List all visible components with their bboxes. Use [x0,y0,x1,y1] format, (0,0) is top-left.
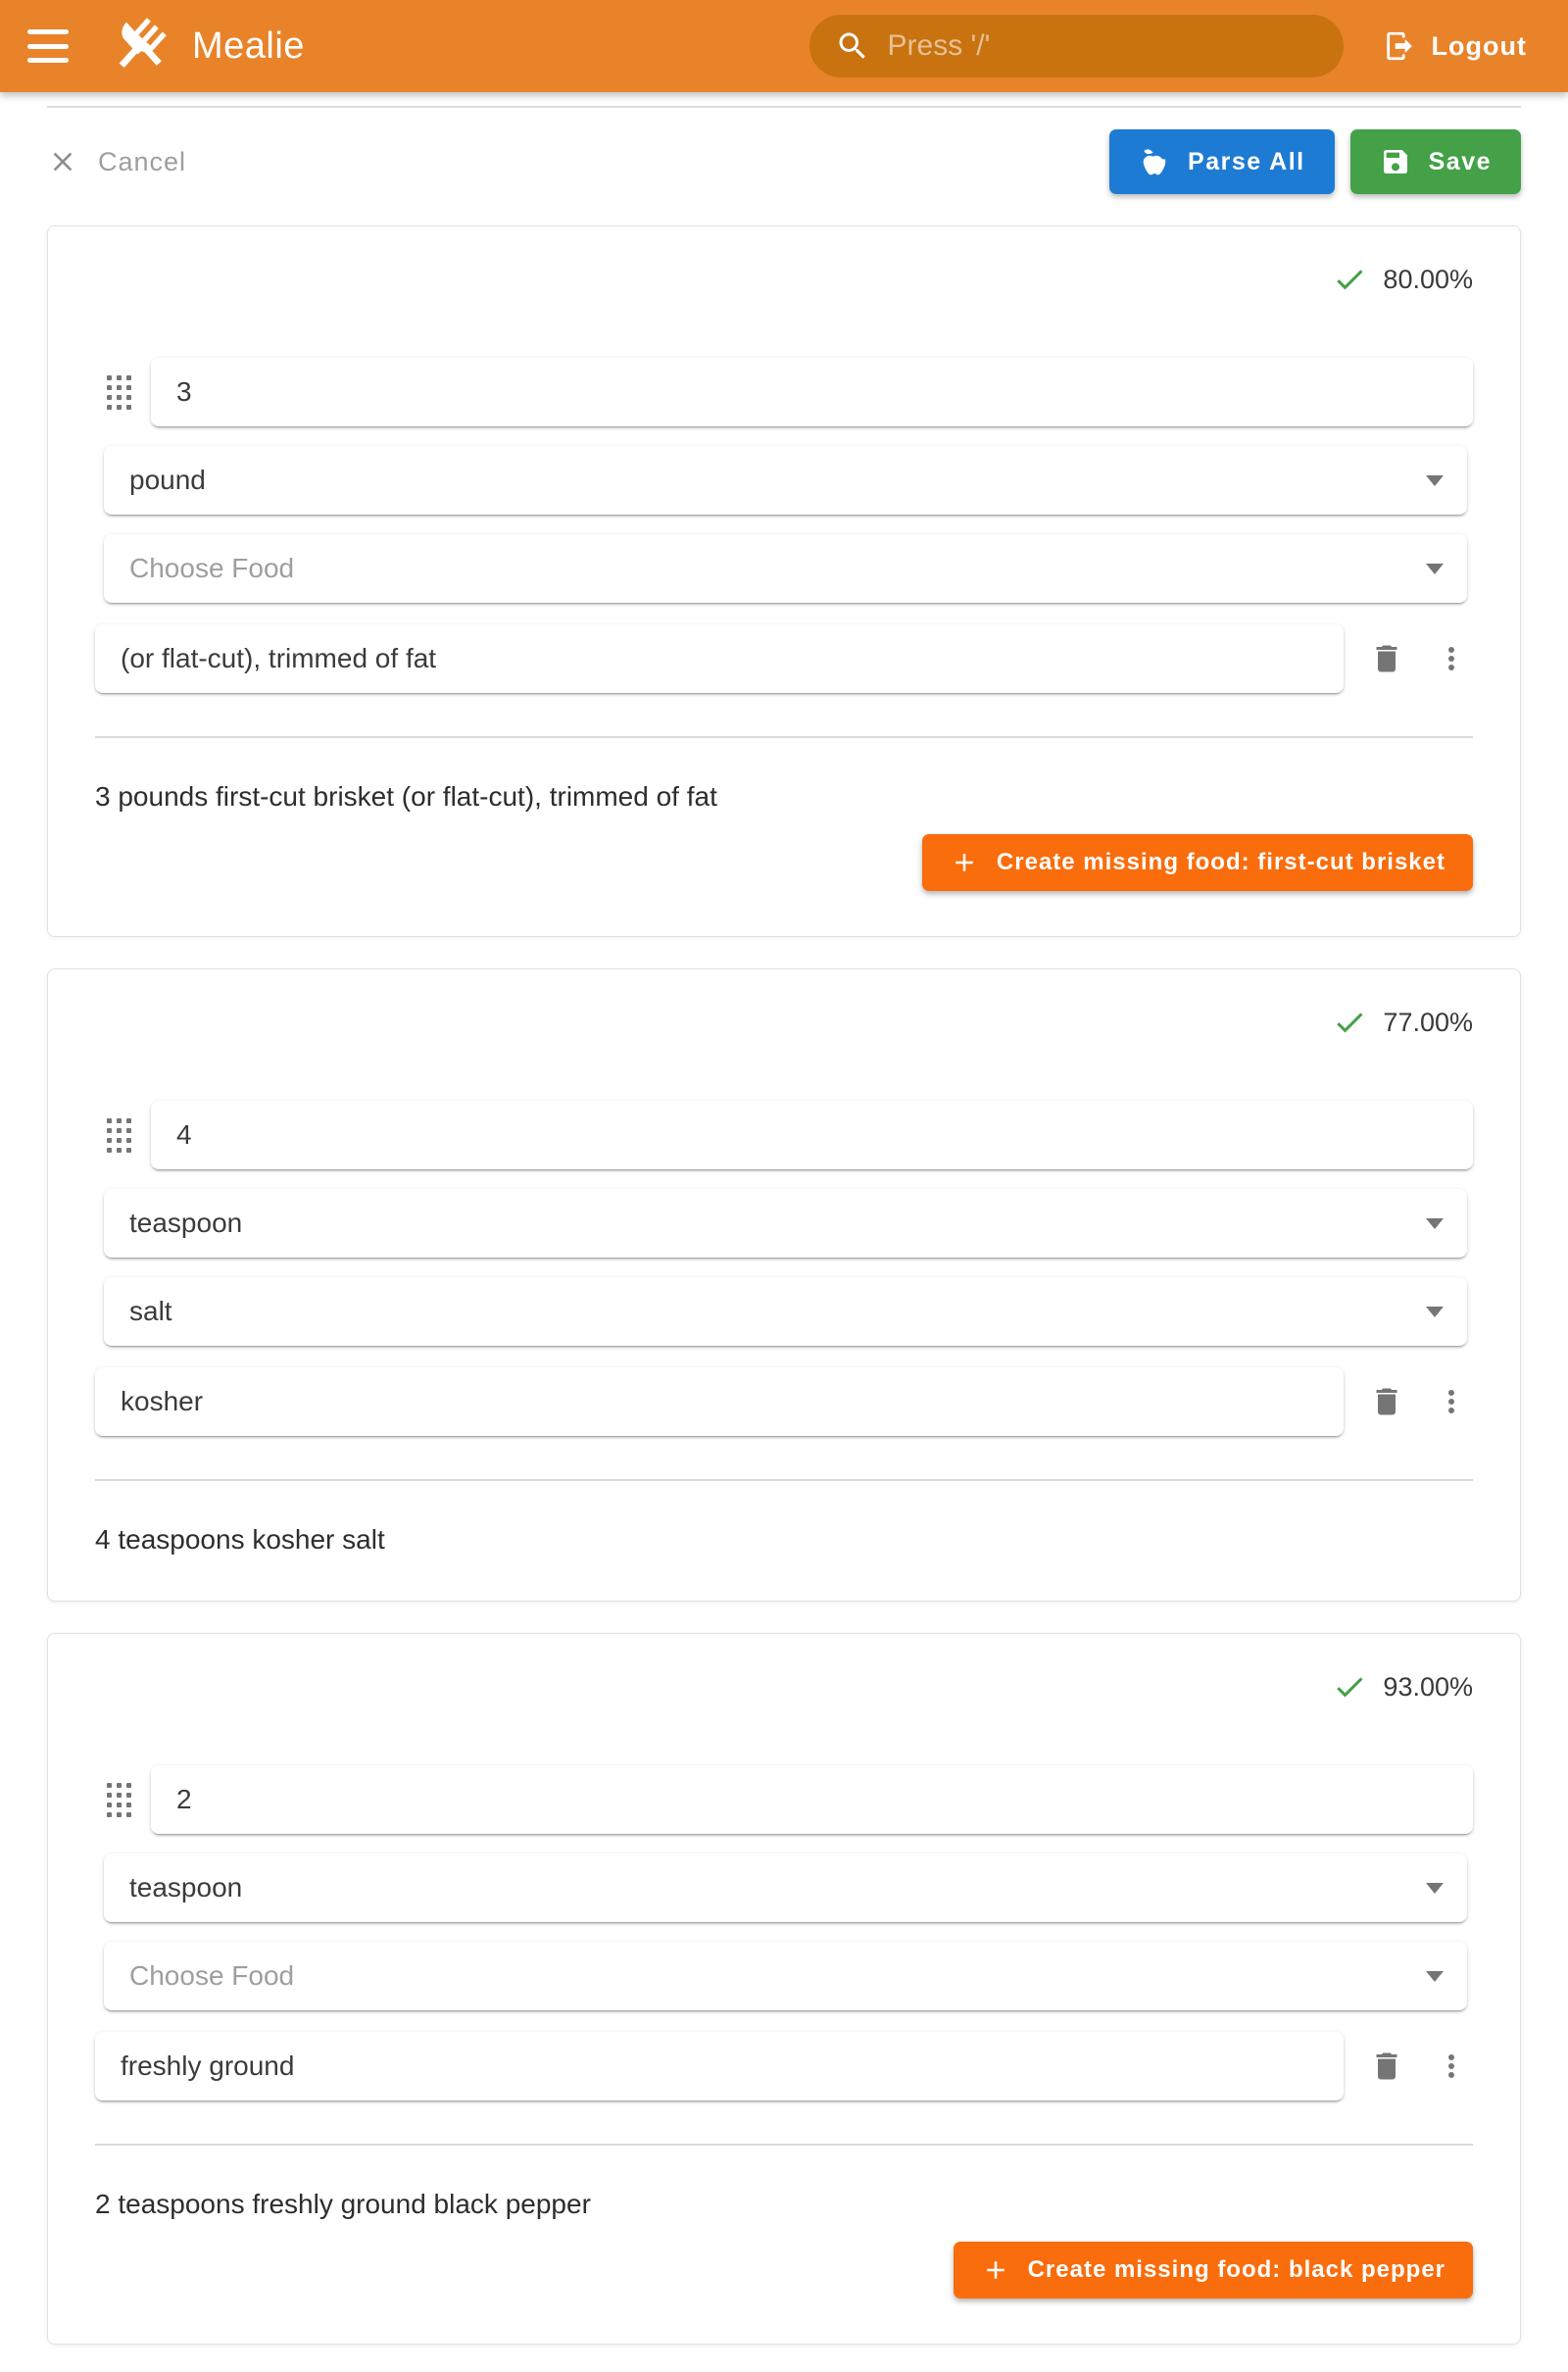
delete-button[interactable] [1365,2045,1408,2088]
delete-button[interactable] [1365,1380,1408,1423]
cancel-button[interactable] [47,146,186,177]
confidence-row [95,262,1473,297]
food-input[interactable] [129,1296,1426,1327]
app-header [0,0,1568,92]
divider [95,1479,1473,1481]
quantity-input[interactable] [176,1119,1449,1151]
confidence-value: 80.00% [1383,264,1473,294]
note-row [95,1367,1473,1436]
create-row [95,2242,1473,2298]
confidence-value: 77.00% [1383,1007,1473,1037]
confidence-value: 93.00% [1383,1671,1473,1702]
kebab-menu-icon [1434,641,1469,676]
trash-icon [1369,2049,1404,2084]
delete-button[interactable] [1365,637,1408,680]
quantity-row [95,358,1473,426]
chevron-down-icon [1426,564,1444,574]
save-button[interactable] [1350,129,1521,194]
original-ingredient-text: 4 teaspoons kosher salt [95,1524,385,1555]
original-ingredient-text: 2 teaspoons freshly ground black pepper [95,2189,591,2219]
note-input[interactable] [121,1386,1320,1417]
parse-all-label: Parse All [1188,147,1305,175]
drag-handle-icon[interactable] [107,1118,131,1153]
chevron-down-icon [1426,1883,1444,1894]
silverware-logo-icon [108,15,171,77]
food-input[interactable] [129,1960,1426,1992]
trash-icon [1369,1384,1404,1419]
action-toolbar [0,108,1568,194]
apple-icon [1139,146,1170,177]
food-select[interactable] [104,1942,1467,2010]
check-icon [1332,262,1367,297]
more-menu-button[interactable] [1430,637,1473,680]
food-select[interactable] [104,534,1467,603]
quantity-field[interactable] [151,1101,1473,1169]
search-input[interactable] [809,15,1344,77]
note-row [95,624,1473,693]
chevron-down-icon [1426,1971,1444,1982]
search-icon [835,28,870,64]
quantity-field[interactable] [151,358,1473,426]
chevron-down-icon [1426,1218,1444,1229]
parse-all-button[interactable] [1109,129,1335,194]
food-select[interactable] [104,1277,1467,1346]
ingredient-card [47,225,1521,937]
close-icon [47,146,78,177]
quantity-row [95,1101,1473,1169]
unit-select[interactable] [104,446,1467,515]
confidence-row [95,1005,1473,1040]
create-missing-food-label: Create missing food: black pepper [1027,2256,1446,2283]
ingredient-card [47,968,1521,1602]
save-label: Save [1428,147,1492,175]
kebab-menu-icon [1434,2049,1469,2084]
original-ingredient-text: 3 pounds first-cut brisket (or flat-cut), trimmed of fat [95,781,717,812]
logout-icon [1383,29,1416,63]
quantity-input[interactable] [176,376,1449,408]
chevron-down-icon [1426,1307,1444,1317]
confidence-row [95,1669,1473,1705]
drag-handle-icon[interactable] [107,375,131,410]
divider [95,736,1473,738]
create-missing-food-button[interactable] [922,834,1473,891]
check-icon [1332,1005,1367,1040]
floppy-disk-icon [1380,146,1411,177]
more-menu-button[interactable] [1430,1380,1473,1423]
logout-label: Logout [1431,30,1527,61]
ingredient-card [47,1633,1521,2345]
cancel-label: Cancel [98,146,187,176]
search-placeholder: Press '/' [887,29,991,62]
note-input[interactable] [121,643,1320,674]
menu-icon[interactable] [27,29,69,63]
quantity-input[interactable] [176,1784,1449,1815]
create-missing-food-button[interactable] [954,2242,1473,2298]
unit-input[interactable] [129,465,1426,496]
check-icon [1332,1669,1367,1705]
note-row [95,2032,1473,2100]
quantity-row [95,1765,1473,1834]
unit-select[interactable] [104,1189,1467,1258]
kebab-menu-icon [1434,1384,1469,1419]
food-input[interactable] [129,553,1426,584]
ingredient-cards [0,225,1568,2345]
plus-icon [981,2255,1010,2285]
note-field[interactable] [95,1367,1344,1436]
create-row [95,834,1473,891]
more-menu-button[interactable] [1430,2045,1473,2088]
trash-icon [1369,641,1404,676]
quantity-field[interactable] [151,1765,1473,1834]
note-field[interactable] [95,2032,1344,2100]
unit-input[interactable] [129,1872,1426,1903]
note-input[interactable] [121,2051,1320,2082]
note-field[interactable] [95,624,1344,693]
app-title: Mealie [192,25,305,67]
unit-select[interactable] [104,1853,1467,1922]
logout-button[interactable] [1377,28,1533,64]
unit-input[interactable] [129,1208,1426,1239]
create-missing-food-label: Create missing food: first-cut brisket [996,849,1446,875]
divider [95,2144,1473,2146]
plus-icon [950,848,979,877]
chevron-down-icon [1426,475,1444,486]
drag-handle-icon[interactable] [107,1783,131,1817]
